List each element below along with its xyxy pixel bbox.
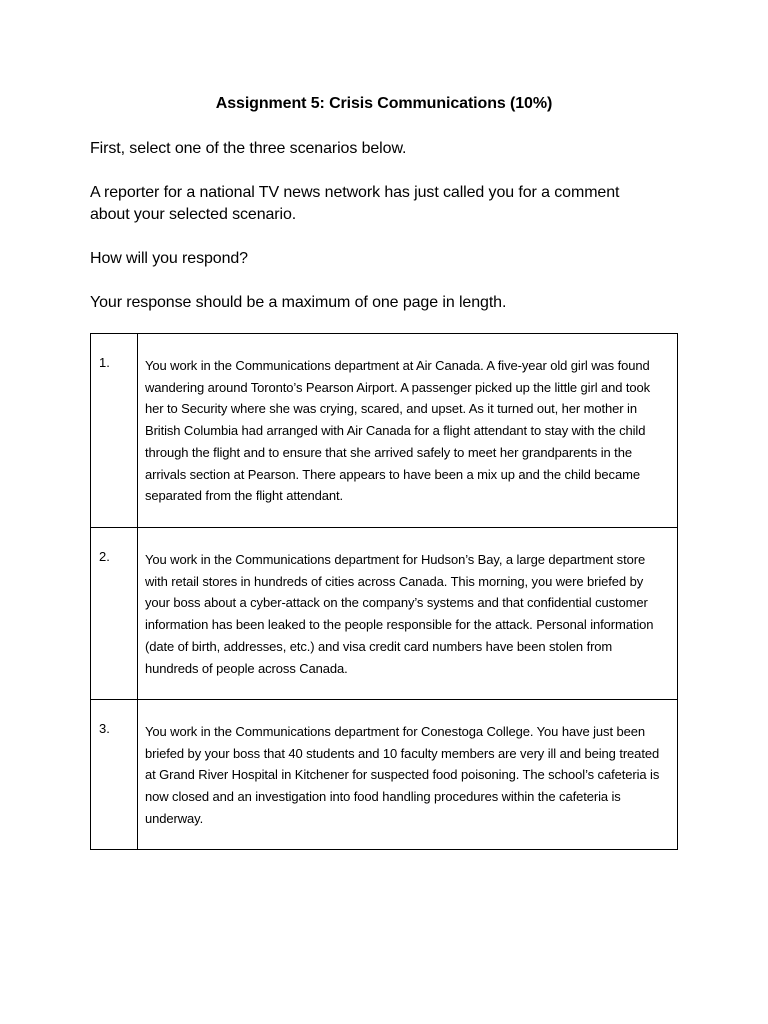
scenarios-table [90,333,678,850]
scenario-row [91,528,678,700]
scenario-text: You work in the Communications department at Air Canada. A five-year old girl was found wandering around Toronto’s Pearson Airport. A passenger picked up the little girl and took her to Security where she was crying, scared, and upset. As it turned out, her mother in British Columbia had arranged with Air Canada for a flight attendant to stay with the child through the flight and to ensure that she arrived safely to meet her grandparents in the arrivals section at Pearson. There appears to have been a mix up and the child became separated from the flight attendant. [138,334,678,528]
instruction-select: First, select one of the three scenarios below. [90,140,407,157]
instruction-respond: How will you respond? [90,250,248,267]
document-title: Assignment 5: Crisis Communications (10%) [215,95,553,112]
scenario-text: You work in the Communications department for Hudson’s Bay, a large department store with retail stores in hundreds of cities across Canada. This morning, you were briefed by your boss about a cyber-attack on the company’s systems and that confidential customer information has been leaked to the people responsible for the attack. Personal information (date of birth, addresses, etc.) and visa credit card numbers have been stolen from hundreds of people across Canada. [138,528,678,700]
scenario-number: 2. [91,528,138,700]
scenario-row [91,700,678,850]
scenario-row [91,334,678,528]
scenario-number: 1. [91,334,138,528]
scenario-number: 3. [91,700,138,850]
instruction-reporter: A reporter for a national TV news network has just called you for a comment about your selected scenario. [90,184,620,223]
instruction-length: Your response should be a maximum of one page in length. [90,294,507,311]
scenario-text: You work in the Communications department for Conestoga College. You have just been briefed by your boss that 40 students and 10 faculty members are very ill and being treated at Grand River Hospital in Kitchener for suspected food poisoning. The school’s cafeteria is now closed and an investigation into food handling procedures within the cafeteria is underway. [138,700,678,850]
